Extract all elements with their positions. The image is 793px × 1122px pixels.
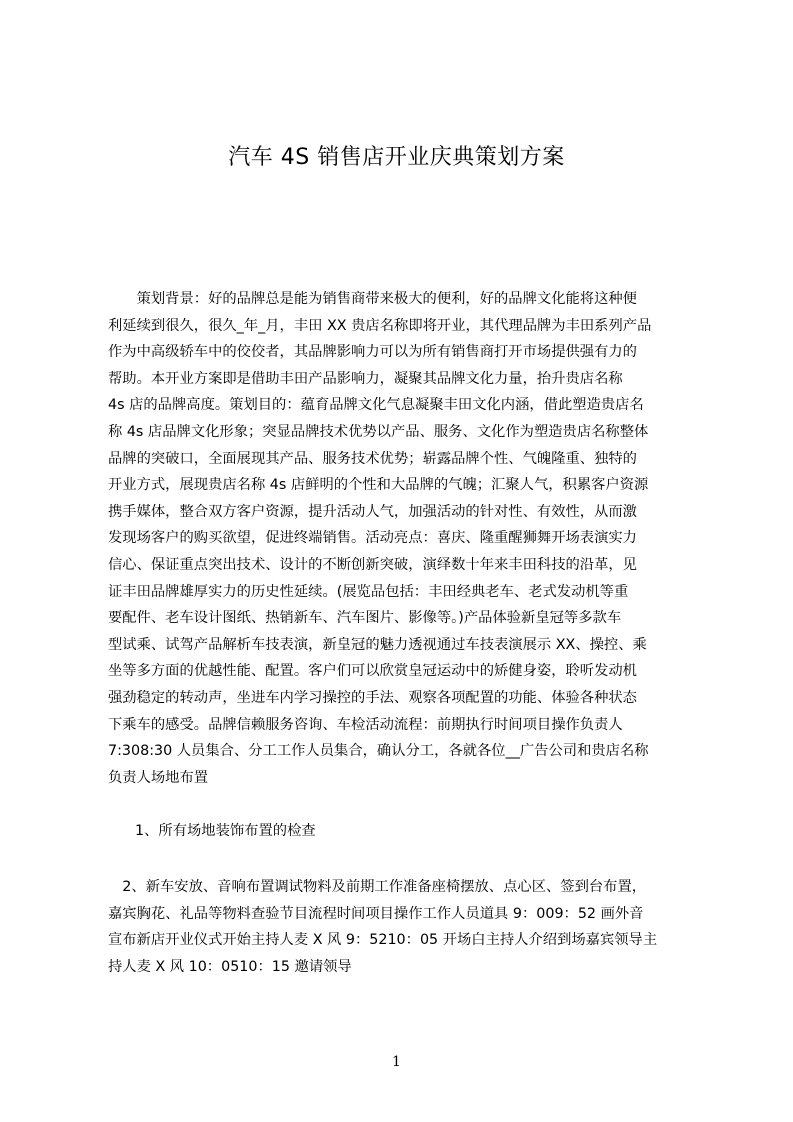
body-line: 帮助。本开业方案即是借助丰田产品影响力，凝聚其品牌文化力量，抬升贵店名称 [108, 370, 623, 387]
document-title: 汽车 4S 销售店开业庆典策划方案 [228, 145, 565, 170]
list-item-2-line: 持人麦 X 风 10：0510：15 邀请领导 [108, 958, 352, 975]
body-line: 策划背景：好的品牌总是能为销售商带来极大的便利，好的品牌文化能将这种便 [108, 291, 637, 307]
body-line: 强劲稳定的转动声，坐进车内学习操控的手法、观察各项配置的功能、体验各种状态 [108, 689, 637, 706]
body-line: 作为中高级轿车中的佼佼者，其品牌影响力可以为所有销售商打开市场提供强有力的 [108, 344, 637, 361]
body-line: 发现场客户的购买欲望，促进终端销售。活动亮点：喜庆、隆重醒狮舞开场表演实力 [108, 530, 637, 547]
body-line: 信心、保证重点突出技术、设计的不断创新突破，演绎数十年来丰田科技的沿革，见 [108, 556, 637, 573]
body-line: 要配件、老车设计图纸、热销新车、汽车图片、影像等。)产品体验新皇冠等多款车 [108, 610, 622, 627]
body-line: 利延续到很久，很久_年_月，丰田 XX 贵店名称即将开业，其代理品牌为丰田系列产品 [108, 317, 652, 334]
body-line: 下乘车的感受。品牌信赖服务咨询、车检活动流程：前期执行时间项目操作负责人 [108, 716, 623, 733]
list-item-1: 1、所有场地装饰布置的检查 [135, 823, 316, 839]
page-number: 1 [392, 1054, 401, 1070]
body-line: 4s 店的品牌高度。策划目的：蕴育品牌文化气息凝聚丰田文化内涵，借此塑造贵店名 [108, 397, 644, 414]
list-item-2 [108, 874, 718, 980]
body-line: 携手媒体，整合双方客户资源，提升活动人气，加强活动的针对性、有效性，从而激 [108, 503, 637, 520]
list-item-2-line: 2、新车安放、音响布置调试物料及前期工作准备座椅摆放、点心区、签到台布置， [108, 879, 647, 895]
body-line: 7:308:30 人员集合、分工工作人员集合，确认分工，各就各位__广告公司和贵店名称 [108, 743, 649, 760]
body-line: 负责人场地布置 [108, 769, 209, 786]
body-line: 品牌的突破口，全面展现其产品、服务技术优势；崭露品牌个性、气魄隆重、独特的 [108, 450, 637, 467]
list-item-2-line: 嘉宾胸花、礼品等物料查验节目流程时间项目操作工作人员道具 9：009：52 画外音 [108, 905, 644, 922]
body-line: 证丰田品牌雄厚实力的历史性延续。(展览品包括：丰田经典老车、老式发动机等重 [108, 583, 629, 600]
body-line: 型试乘、试驾产品解析车技表演，新皇冠的魅力透视通过车技表演展示 XX、操控、乘 [108, 636, 647, 653]
body-line: 开业方式，展现贵店名称 4s 店鲜明的个性和大品牌的气魄；汇聚人气，积累客户资源 [108, 477, 649, 494]
body-line: 称 4s 店品牌文化形象；突显品牌技术优势以产品、服务、文化作为塑造贵店名称整体 [108, 423, 649, 440]
body-line: 坐等多方面的优越性能、配置。客户们可以欣赏皇冠运动中的矫健身姿，聆听发动机 [108, 663, 637, 680]
body-paragraph [108, 286, 698, 791]
list-item-2-line: 宣布新店开业仪式开始主持人麦 X 风 9：5210：05 开场白主持人介绍到场嘉宾领导主 [108, 932, 658, 949]
